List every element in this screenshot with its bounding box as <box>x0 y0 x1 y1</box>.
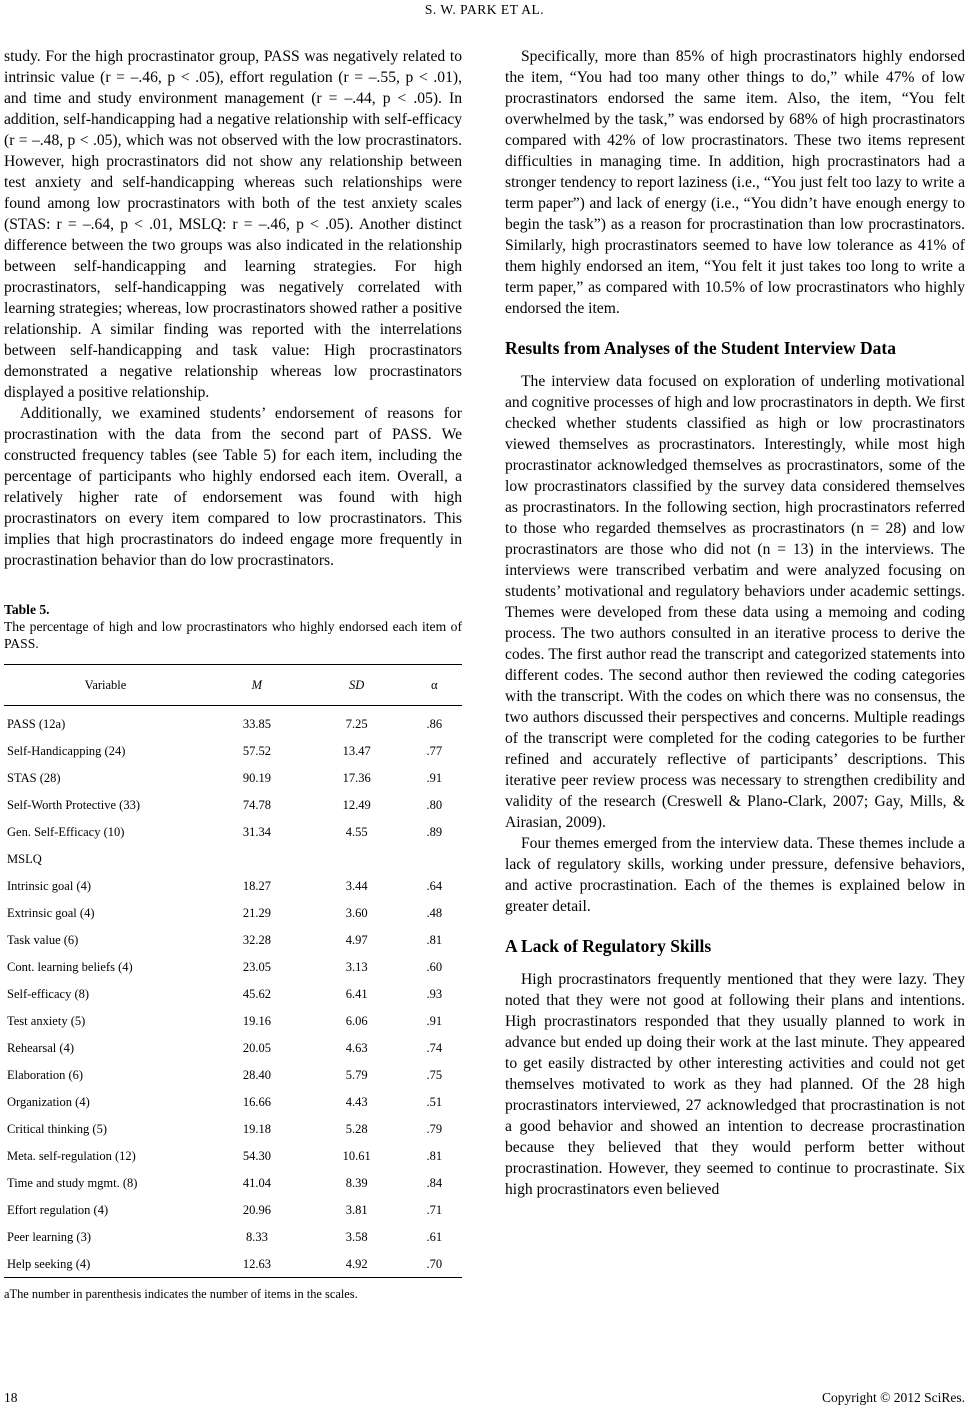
variable-cell: Intrinsic goal (4) <box>7 878 92 893</box>
value-cell: 5.79 <box>345 1067 368 1082</box>
section-heading: Results from Analyses of the Student Interview Data <box>505 338 896 358</box>
variable-cell: Elaboration (6) <box>7 1067 84 1082</box>
value-cell: 4.92 <box>307 1250 407 1278</box>
value-cell: 32.28 <box>242 932 271 947</box>
value-cell: 12.49 <box>342 797 371 812</box>
value-cell: 17.36 <box>342 770 371 785</box>
value-cell: .79 <box>426 1121 443 1136</box>
page-number: 18 <box>4 1390 18 1405</box>
table-row <box>4 953 462 980</box>
table-row <box>4 845 462 872</box>
value-cell: .91 <box>426 1013 443 1028</box>
value-cell: 3.81 <box>345 1202 368 1217</box>
variable-cell: STAS (28) <box>7 770 61 785</box>
value-cell: 8.33 <box>245 1229 268 1244</box>
table-row <box>4 737 462 764</box>
value-cell: 19.16 <box>242 1013 271 1028</box>
value-cell: .93 <box>426 986 443 1001</box>
value-cell: 4.63 <box>345 1040 368 1055</box>
right-column <box>505 46 965 1200</box>
value-cell: .48 <box>426 905 443 920</box>
value-cell: 3.13 <box>345 959 368 974</box>
table-row <box>4 872 462 899</box>
variable-cell: Peer learning (3) <box>7 1229 91 1244</box>
value-cell: 54.30 <box>242 1148 271 1163</box>
body-paragraph: Additionally, we examined students’ endorsement of reasons for procrastination with the data from the second part of PASS. We constructed frequency tables (see Table 5) for each item, including the percentage of participants who highly endorsed each item. Overall, a relatively higher rate of endorsement was found with high procrastinators on every item compared to low procrastinators. This implies that high procrastinators do indeed engage more frequently in procrastination behavior than do low procrastinators. <box>4 405 462 569</box>
value-cell: 41.04 <box>242 1175 271 1190</box>
value-cell: 21.29 <box>242 905 271 920</box>
running-head: S. W. PARK ET AL. <box>424 2 545 17</box>
variable-cell: Help seeking (4) <box>4 1250 207 1278</box>
value-cell: 90.19 <box>242 770 271 785</box>
left-column <box>4 46 462 1302</box>
value-cell: 45.62 <box>242 986 271 1001</box>
table-row <box>4 1169 462 1196</box>
value-cell: .61 <box>426 1229 443 1244</box>
value-cell <box>207 845 307 872</box>
value-cell: .89 <box>426 824 443 839</box>
value-cell: .71 <box>426 1202 443 1217</box>
body-paragraph: study. For the high procrastinator group, PASS was negatively related to intrinsic value (r = –.46, p < .05), effort regulation (r = –.55, p < .01), and time and study environment management (r = –.44, p < .05). In addition, self-handicapping had a negative relationship with self-efficacy (r = –.48, p < .05), which was not observed with the low procrastinators. However, high procrastinators did not show any relationship between test anxiety and self-handicapping whereas such relationships were found among low procrastinators with both of the test anxiety scales (STAS: r = –.64, p < .01, MSLQ: r = –.46, p < .05). Another distinct difference between the two groups was also indicated in the relationship between self-handicapping and learning strategies. For high procrastinators, self-handicapping was negatively correlated with learning strategies; whereas, low procrastinators showed rather a positive relationship. A similar finding was reported with the interrelations between self-handicapping and task value: High procrastinators demonstrated a negative relationship whereas low procrastinators displayed a positive relationship. <box>4 48 462 401</box>
copyright-notice: Copyright © 2012 SciRes. <box>821 1390 965 1405</box>
value-cell: .81 <box>426 932 443 947</box>
value-cell: .70 <box>407 1250 462 1278</box>
variable-cell: Rehearsal (4) <box>7 1040 74 1055</box>
table-row <box>4 1115 462 1142</box>
value-cell: 7.25 <box>345 716 368 731</box>
value-cell: 28.40 <box>242 1067 271 1082</box>
value-cell: 20.96 <box>242 1202 271 1217</box>
value-cell: 13.47 <box>342 743 371 758</box>
value-cell: 57.52 <box>242 743 271 758</box>
table-row <box>4 706 462 738</box>
value-cell: 6.41 <box>345 986 368 1001</box>
table-row <box>4 1223 462 1250</box>
value-cell: .84 <box>426 1175 443 1190</box>
table-row <box>4 791 462 818</box>
variable-cell: Task value (6) <box>7 932 79 947</box>
value-cell: 3.60 <box>345 905 368 920</box>
variable-cell: PASS (12a) <box>7 716 66 731</box>
variable-cell: Cont. learning beliefs (4) <box>7 959 133 974</box>
table-row <box>4 980 462 1007</box>
value-cell: 23.05 <box>242 959 271 974</box>
column-header: α <box>407 665 462 706</box>
table-row <box>4 818 462 845</box>
value-cell: 3.44 <box>345 878 368 893</box>
value-cell: .75 <box>426 1067 443 1082</box>
table-row <box>4 1007 462 1034</box>
value-cell: .64 <box>426 878 443 893</box>
body-paragraph: Four themes emerged from the interview data. These themes include a lack of regulatory skills, working under pressure, defensive behaviors, and active procrastination. Each of the themes is explained below in greater detail. <box>505 835 965 915</box>
value-cell: .51 <box>426 1094 443 1109</box>
value-cell: 4.43 <box>345 1094 368 1109</box>
value-cell: 33.85 <box>242 716 271 731</box>
variable-cell: Self-Handicapping (24) <box>7 743 126 758</box>
table-row <box>4 764 462 791</box>
value-cell <box>407 845 462 872</box>
value-cell: 18.27 <box>242 878 271 893</box>
variable-cell: MSLQ <box>7 851 42 866</box>
variable-cell: Extrinsic goal (4) <box>7 905 95 920</box>
value-cell: 4.97 <box>345 932 368 947</box>
variable-cell: Time and study mgmt. (8) <box>7 1175 138 1190</box>
value-cell: 6.06 <box>345 1013 368 1028</box>
variable-cell: Self-Worth Protective (33) <box>7 797 140 812</box>
variable-cell: Effort regulation (4) <box>7 1202 109 1217</box>
value-cell: .60 <box>426 959 443 974</box>
variable-cell: Gen. Self-Efficacy (10) <box>7 824 125 839</box>
table-row <box>4 1034 462 1061</box>
value-cell: 10.61 <box>342 1148 371 1163</box>
table-caption <box>4 601 462 652</box>
table-caption-text: The percentage of high and low procrastinators who highly endorsed each item of PASS. <box>4 619 462 651</box>
value-cell: .77 <box>426 743 443 758</box>
value-cell: 4.55 <box>345 824 368 839</box>
body-paragraph: The interview data focused on exploration of underling motivational and cognitive processes of high and low procrastinators in depth. We first checked whether students classified as high or low procrastinators viewed themselves as procrastinators. Interestingly, while most high procrastinator acknowledged themselves as procrastinators, some of the low procrastinators classified by the survey data considered themselves as procrastinators. In the following section, high procrastinators referred to those who regarded themselves as procrastinators (n = 28) and low procrastinators are those who did not (n = 13) in the interviews. The interviews were transcribed verbatim and were analyzed focusing on students’ motivational and regulatory behaviors under academic settings. Themes were developed from these data using a memoing and coding process. The two authors consulted in an iterative process to derive the codes. The first author read the transcript and categorized statements into different codes. The second author then reviewed the coding categories with the transcript. With the codes on which there was no consensus, the two authors discussed their perspectives and concerns. Multiple readings of the transcript were completed for the coding categories to be further refined and accurately reflective of participants’ descriptions. This iterative peer review process was necessary to strengthen credibility and validity of the research (Creswell & Plano-Clark, 2007; Gay, Mills, & Airasian, 2009). <box>505 373 965 831</box>
table-row <box>4 1250 462 1278</box>
value-cell: 3.58 <box>345 1229 368 1244</box>
body-paragraph: Specifically, more than 85% of high procrastinators highly endorsed the item, “You had too many other things to do,” while 47% of low procrastinators endorsed the same item. Also, the item, “You felt overwhelmed by the task,” was endorsed by 68% of high procrastinators compared with 42% of low procrastinators. These two items represent difficulties in managing time. In addition, high procrastinators had a stronger tendency to report laziness (i.e., “You just felt too lazy to write a term paper”) and lack of energy (i.e., “You didn’t have enough energy to begin the task”) as a reason for procrastination than low procrastinators. Similarly, high procrastinators seemed to have low tolerance as 41% of them highly endorsed an item, “You felt it just takes too long to write a term paper,” as compared with 10.5% of low procrastinators who highly endorsed the item. <box>505 48 965 317</box>
table-row <box>4 1142 462 1169</box>
column-header: SD <box>307 665 407 706</box>
table-row <box>4 1196 462 1223</box>
body-paragraph: High procrastinators frequently mentioned that they were lazy. They noted that they were not good at following their plans and intentions. High procrastinators responded that they usually planned to work in advance but ended up doing their work at the last minute. They appeared to get easily distracted by other interesting activities and could not get themselves motivated to work as they had planned. Of the 28 high procrastinators interviewed, 27 acknowledged that procrastination is not a good behavior and showed an intention to decrease procrastination because they believed that they would perform better without procrastination. However, they seemed to continue to procrastinate. Six high procrastinators even believed <box>505 971 965 1198</box>
value-cell: 8.39 <box>345 1175 368 1190</box>
value-cell: .81 <box>426 1148 443 1163</box>
value-cell: .80 <box>426 797 443 812</box>
section-heading: A Lack of Regulatory Skills <box>505 936 712 956</box>
value-cell: 74.78 <box>242 797 271 812</box>
value-cell: 16.66 <box>242 1094 271 1109</box>
value-cell: 31.34 <box>242 824 271 839</box>
table-row <box>4 926 462 953</box>
value-cell: .91 <box>426 770 443 785</box>
value-cell: .74 <box>426 1040 443 1055</box>
column-header: M <box>207 665 307 706</box>
table-row <box>4 1088 462 1115</box>
value-cell: 12.63 <box>207 1250 307 1278</box>
value-cell: .86 <box>426 716 443 731</box>
variable-cell: Test anxiety (5) <box>7 1013 86 1028</box>
variable-cell: Self-efficacy (8) <box>7 986 90 1001</box>
value-cell: 19.18 <box>242 1121 271 1136</box>
variable-cell: Organization (4) <box>7 1094 90 1109</box>
column-header: Variable <box>4 665 207 706</box>
table-row <box>4 1061 462 1088</box>
table-label: Table 5. <box>4 602 50 617</box>
table-footnote: aThe number in parenthesis indicates the number of items in the scales. <box>4 1287 358 1301</box>
value-cell: 20.05 <box>242 1040 271 1055</box>
value-cell: 5.28 <box>345 1121 368 1136</box>
value-cell <box>307 845 407 872</box>
data-table <box>4 664 462 1278</box>
variable-cell: Critical thinking (5) <box>7 1121 107 1136</box>
variable-cell: Meta. self-regulation (12) <box>7 1148 136 1163</box>
table-row <box>4 899 462 926</box>
